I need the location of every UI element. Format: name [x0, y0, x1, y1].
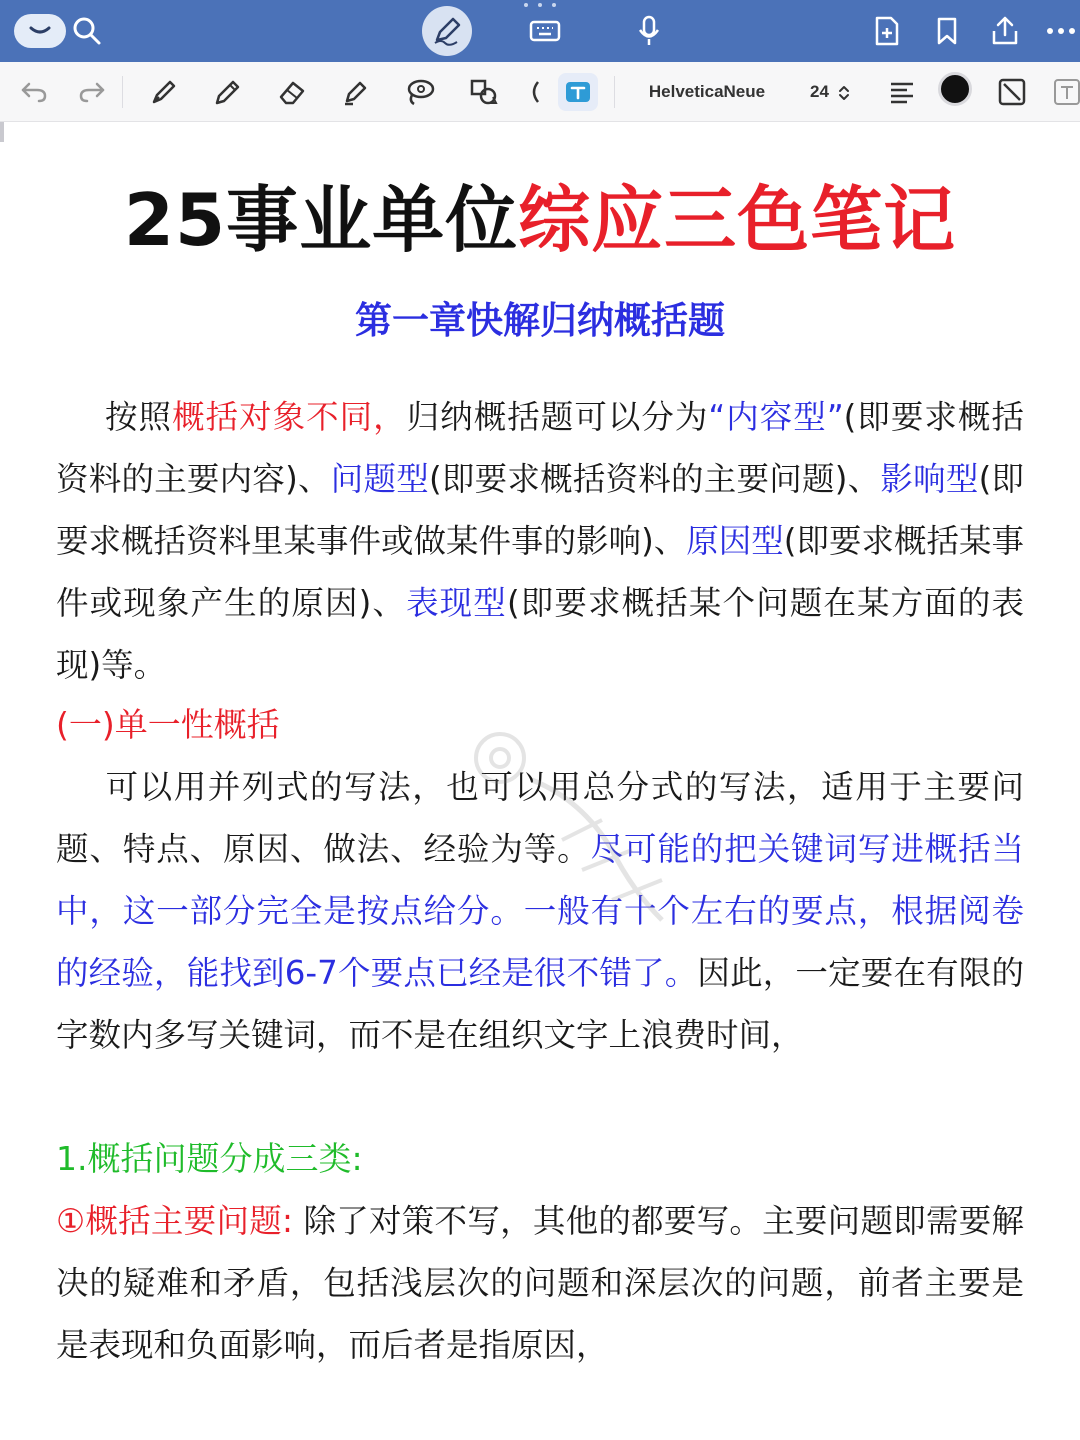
lasso-icon	[404, 77, 436, 107]
fountain-pen-tool[interactable]	[146, 74, 182, 110]
toolbar-divider	[614, 76, 615, 108]
text-tool-icon	[564, 78, 592, 106]
undo-button[interactable]	[16, 74, 52, 110]
eraser-tool[interactable]	[274, 74, 310, 110]
partial-tool-icon	[528, 79, 540, 105]
toolbar-divider	[122, 76, 123, 108]
add-page-icon	[874, 15, 900, 47]
text-run: (即要求概括某事件或现象产生的原因)、	[56, 522, 1024, 622]
text-run: 除了对策不写，其他的都要写。主要问题即需要解决的疑难和矛盾，包括浅层次的问题和深层次的问题，前者主要是是表现和负面影响，而后者是指原因，	[56, 1202, 1024, 1364]
text-box-button[interactable]	[1052, 74, 1080, 110]
text-run: 可以用并列式的写法，也可以用总分式的写法，适用于主要问题、特点、原因、做法、经验为等。	[56, 768, 1024, 868]
redo-button[interactable]	[74, 74, 110, 110]
text-run-blue: 尽可能的把关键词写进概括当中，这一部分完全是按点给分。一般有十个左右的要点，根据阅卷的经验，能找到6-7个要点已经是很不错了。	[56, 830, 1024, 992]
highlighter-icon	[341, 77, 371, 107]
pen-mode-button[interactable]	[422, 6, 472, 56]
text-run-blue: 表现型	[406, 584, 507, 622]
title-red-part: 综应三色笔记	[518, 178, 957, 262]
text-run: (即要求概括资料里某事件或做某件事的影响)、	[56, 460, 1024, 560]
microphone-icon	[637, 15, 661, 47]
text-run: (即要求概括某个问题在某方面的表现)等。	[56, 584, 1024, 684]
font-family-selector[interactable]: HelveticaNeue	[648, 82, 766, 101]
bookmark-icon	[936, 16, 958, 46]
undo-icon	[19, 80, 49, 104]
keyboard-button[interactable]	[528, 14, 562, 48]
share-icon	[990, 15, 1020, 47]
title-black-part: 25事业单位	[123, 178, 519, 262]
section-heading-2: 1.概括问题分成三类:	[56, 1139, 363, 1178]
eraser-icon	[277, 77, 307, 107]
drag-grip[interactable]	[524, 3, 556, 7]
text-run-blue: 问题型	[330, 460, 429, 498]
keyboard-icon	[529, 19, 561, 43]
redo-icon	[77, 80, 107, 104]
text-run-blue: “内容型”	[708, 398, 844, 436]
text-run-red: ①概括主要问题:	[56, 1202, 293, 1240]
pencil-icon	[213, 77, 243, 107]
top-app-bar	[0, 0, 1080, 62]
text-box-icon	[1052, 77, 1080, 107]
text-run: (即要求概括资料的主要内容)、	[56, 398, 1024, 498]
text-run: 归纳概括题可以分为	[406, 398, 709, 436]
more-button[interactable]	[1044, 14, 1078, 48]
page-title	[0, 172, 1080, 268]
shapes-tool[interactable]	[466, 74, 502, 110]
paragraph-single-summary	[56, 756, 1024, 1066]
text-run: 因此，一定要在有限的字数内多写关键词，而不是在组织文字上浪费时间，	[56, 954, 1024, 1054]
search-button[interactable]	[70, 14, 104, 48]
text-run-red: 概括对象不同，	[172, 398, 407, 436]
microphone-button[interactable]	[632, 14, 666, 48]
font-size-selector[interactable]	[810, 80, 866, 104]
paragraph-intro	[56, 386, 1024, 696]
text-run: 按照	[104, 398, 173, 436]
search-icon	[72, 16, 102, 46]
ruler-icon	[997, 77, 1027, 107]
text-run-blue: 原因型	[686, 522, 784, 560]
pen-mode-icon	[431, 15, 463, 47]
stepper-chevrons-icon	[838, 84, 850, 102]
section-heading-1: (一)单一性概括	[56, 705, 280, 744]
bookmark-button[interactable]	[930, 14, 964, 48]
text-run-blue: 影响型	[880, 460, 979, 498]
drawing-toolbar	[0, 62, 1080, 122]
add-page-button[interactable]	[870, 14, 904, 48]
zoom-tool[interactable]	[524, 74, 544, 110]
align-icon	[888, 80, 916, 104]
page-edge	[0, 122, 4, 142]
chapter-subtitle: 第一章快解归纳概括题	[355, 299, 725, 342]
paragraph-main-problems	[56, 1190, 1024, 1376]
lasso-tool[interactable]	[402, 74, 438, 110]
text-align-button[interactable]	[884, 74, 920, 110]
fountain-pen-icon	[149, 77, 179, 107]
color-picker-button[interactable]	[938, 72, 972, 106]
pencil-tool[interactable]	[210, 74, 246, 110]
text-tool-button[interactable]	[558, 73, 598, 111]
font-size-value: 24	[810, 82, 829, 101]
box-style-button[interactable]	[994, 74, 1030, 110]
more-icon	[1046, 27, 1076, 35]
highlighter-tool[interactable]	[338, 74, 374, 110]
shapes-icon	[468, 77, 500, 107]
share-button[interactable]	[988, 14, 1022, 48]
sidebar-toggle-icon	[27, 24, 53, 38]
sidebar-toggle-button[interactable]	[14, 14, 66, 48]
text-run: (即要求概括资料的主要问题)、	[428, 460, 881, 498]
